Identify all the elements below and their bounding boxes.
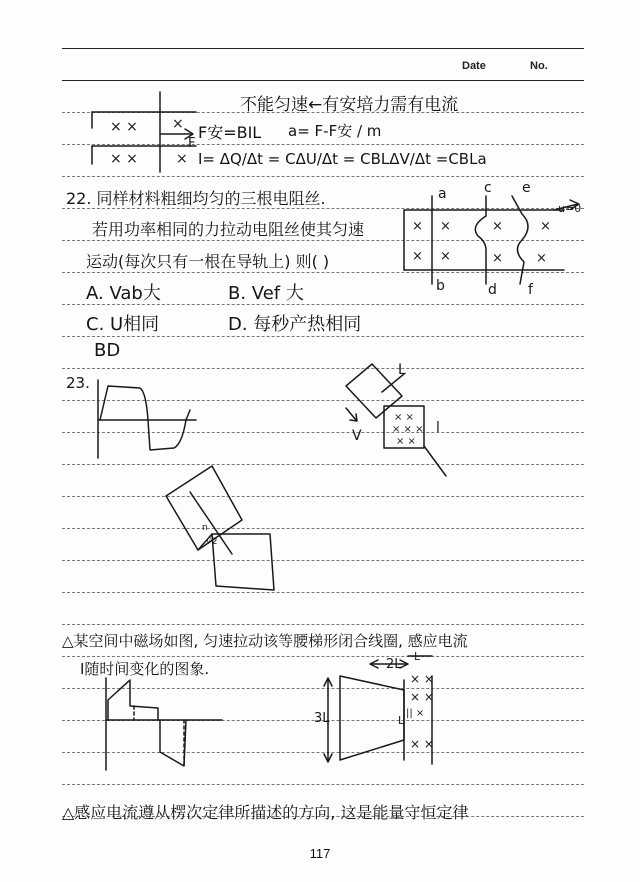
bottom-q-line2: I随时间变化的图象.	[80, 660, 210, 678]
label-e: e	[522, 180, 531, 196]
label-L: L	[414, 650, 421, 663]
svg-text:× × ×: × × ×	[392, 424, 424, 435]
formula-force: F安=BIL	[198, 123, 262, 142]
svg-text:n: n	[202, 523, 208, 533]
bottom-trapezoid	[314, 650, 434, 764]
page-number: 117	[309, 846, 331, 861]
q22-option-b: B. Vef 大	[228, 283, 304, 304]
q22-line1: 22. 同样材料粗细均匀的三根电阻丝.	[66, 189, 326, 208]
label-F: F	[188, 136, 196, 151]
q22-option-d: D. 每秒产热相同	[228, 314, 362, 335]
label-b: b	[436, 278, 445, 294]
q22-answer: BD	[94, 340, 121, 361]
formula-current: I= ΔQ/Δt = CΔU/Δt = CBLΔV/Δt =CBLa	[198, 150, 487, 168]
label-c: c	[484, 180, 492, 196]
svg-text:×: ×	[172, 116, 184, 132]
svg-text:×: ×	[440, 219, 451, 234]
svg-text:× ×: × ×	[410, 690, 434, 704]
svg-text:|| ×: || ×	[406, 708, 425, 719]
svg-text:× ×: × ×	[396, 436, 416, 447]
label-V: V	[352, 428, 362, 444]
formula-accel: a= F-F安 / m	[288, 122, 382, 140]
label-d: d	[488, 282, 497, 298]
svg-text:× ×: × ×	[110, 151, 138, 167]
label-L2: l	[436, 420, 440, 436]
footer-note: △感应电流遵从楞次定律所描述的方向, 这是能量守恒定律	[62, 803, 469, 822]
svg-text:×: ×	[412, 249, 423, 264]
bottom-q-line1: △某空间中磁场如图, 匀速拉动该等腰梯形闭合线圈, 感应电流	[62, 632, 468, 650]
date-label: Date	[462, 60, 486, 72]
q22-option-c: C. U相同	[86, 314, 160, 335]
svg-text:√2: √2	[206, 537, 218, 547]
top-note: 不能匀速←有安培力需有电流	[240, 95, 459, 115]
no-label: No.	[530, 60, 548, 72]
svg-text:×: ×	[440, 249, 451, 264]
svg-text:×: ×	[536, 251, 547, 266]
svg-text:× ×: × ×	[394, 412, 414, 423]
q22-line2: 若用功率相同的力拉动电阻丝使其匀速	[92, 220, 365, 239]
label-left-L: L	[398, 714, 405, 727]
q23-waveform	[98, 380, 196, 458]
q22-figure	[404, 180, 581, 298]
q22-option-a: A. Vab大	[86, 283, 161, 304]
svg-text:×: ×	[176, 151, 188, 167]
label-f: f	[528, 282, 533, 298]
label-u: u=0	[558, 202, 582, 215]
svg-text:× ×: × ×	[410, 672, 434, 686]
q23-frame-figure	[346, 362, 446, 476]
bottom-current-graph	[106, 678, 222, 770]
svg-text:×: ×	[492, 219, 503, 234]
rail-diagram	[92, 92, 196, 172]
label-2L: 2L	[386, 657, 402, 672]
q23-rotated-squares	[166, 466, 274, 590]
q23-number: 23.	[66, 374, 90, 392]
label-a: a	[438, 186, 447, 202]
svg-text:× ×: × ×	[410, 737, 434, 751]
label-L1: L	[398, 362, 406, 378]
q22-line3: 运动(每次只有一根在导轨上) 则( )	[86, 252, 330, 271]
svg-text:×: ×	[492, 251, 503, 266]
label-3L: 3L	[314, 711, 330, 726]
svg-text:×: ×	[412, 219, 423, 234]
svg-text:× ×: × ×	[110, 119, 138, 135]
svg-text:×: ×	[540, 219, 551, 234]
